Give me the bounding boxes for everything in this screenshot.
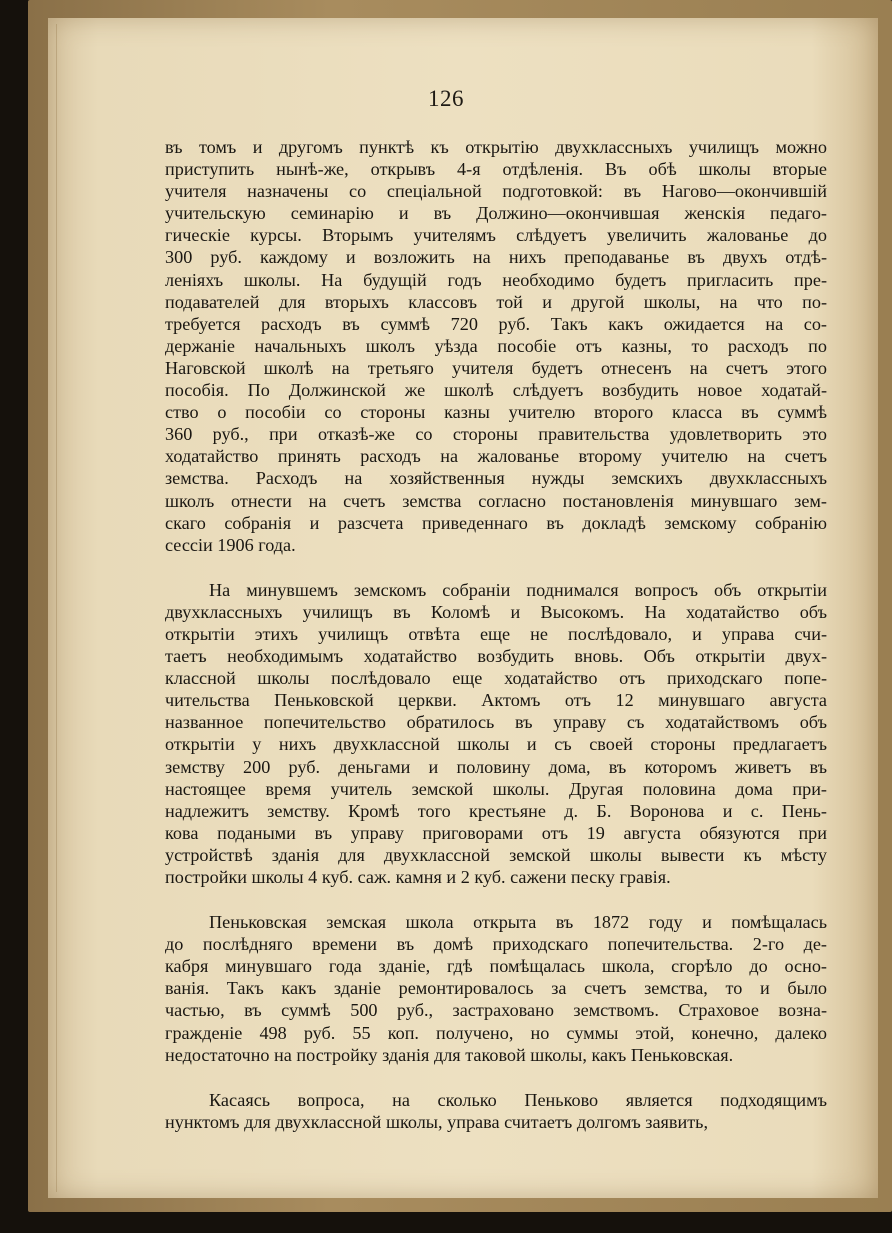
- text-line: подавателей для вторыхъ классовъ той и другой школы, на что по-: [165, 291, 827, 312]
- text-line: надлежитъ земству. Кромѣ того крестьяне д. Б. Воронова и с. Пень-: [165, 800, 827, 821]
- text-line: Наговской школѣ на третьяго учителя будетъ отнесенъ на счетъ этого: [165, 357, 827, 378]
- text-line: гическіе курсы. Вторымъ учителямъ слѣдуетъ увеличить жалованье до: [165, 225, 827, 246]
- text-line: нунктомъ для двухклассной школы, управа считаетъ долгомъ заявить,: [165, 1111, 709, 1132]
- text-line: постройки школы 4 куб. саж. камня и 2 куб. сажени песку гравія.: [165, 867, 671, 887]
- paragraph-p1: [165, 136, 827, 556]
- text-line: въ томъ и другомъ пунктѣ къ открытію двухклассныхъ училищъ можно: [165, 137, 827, 157]
- text-line: земства. Расходъ на хозяйственныя нужды земскихъ двухклассныхъ: [165, 468, 827, 489]
- page-number: 126: [428, 86, 464, 111]
- text-line: 300 руб. каждому и возложить на нихъ преподаванье въ двухъ отдѣ-: [165, 247, 827, 268]
- text-line: недостаточно на постройку зданія для таковой школы, какъ Пеньковская.: [165, 1044, 734, 1065]
- text-line: учителя назначены со спеціальной подготовкой: въ Нагово—окончившій: [165, 181, 827, 202]
- text-line: Касаясь вопроса, на сколько Пеньково является подходящимъ: [209, 1089, 827, 1110]
- text-line: На минувшемъ земскомъ собраніи поднимался вопросъ объ открытіи: [209, 579, 827, 600]
- text-line: пособія. По Должинской же школѣ слѣдуетъ возбудить новое ходатай-: [165, 380, 827, 401]
- paragraph-p3: [165, 911, 827, 1066]
- text-line: учительскую семинарію и въ Должино—окончившая женскія педаго-: [165, 203, 827, 224]
- text-line: таетъ необходимымъ ходатайство возбудить вновь. Объ открытіи двух-: [165, 646, 827, 667]
- text-line: кабря минувшаго года зданіе, гдѣ помѣщалась школа, сгорѣло до осно-: [165, 956, 827, 977]
- text-line: держаніе начальныхъ школъ уѣзда пособіе отъ казны, то расходъ по: [165, 335, 827, 356]
- text-line: устройствѣ зданія для двухклассной земской школы вывести къ мѣсту: [165, 844, 827, 865]
- page-body-text: [165, 136, 827, 1156]
- text-line: открытіи этихъ училищъ отвѣта еще не послѣдовало, и управа счи-: [165, 623, 827, 644]
- text-line: леніяхъ школы. На будущій годъ необходимо будетъ пригласить пре-: [165, 269, 827, 290]
- text-line: названное попечительство обратилось въ управу съ ходатайствомъ объ: [165, 712, 827, 733]
- text-line: открытіи у нихъ двухклассной школы и съ своей стороны предлагаетъ: [165, 734, 827, 755]
- text-line: земству 200 руб. деньгами и половину дома, въ которомъ живетъ въ: [165, 756, 827, 777]
- text-line: частью, въ суммѣ 500 руб., застраховано земствомъ. Страховое возна-: [165, 1000, 827, 1021]
- text-line: скаго собранія и разсчета приведеннаго въ докладѣ земскому собранію: [165, 512, 827, 533]
- paragraph-p4: [165, 1089, 827, 1133]
- text-line: ство о пособіи со стороны казны учителю второго класса въ суммѣ: [165, 402, 827, 423]
- text-line: настоящее время учитель земской школы. Другая половина дома при-: [165, 778, 827, 799]
- text-line: двухклассныхъ училищъ въ Коломѣ и Высокомъ. На ходатайство объ: [165, 601, 827, 622]
- text-line: требуется расходъ въ суммѣ 720 руб. Такъ какъ ожидается на со-: [165, 313, 827, 334]
- text-line: школъ отнести на счетъ земства согласно постановленія минувшаго зем-: [165, 490, 827, 511]
- text-line: кова подаными въ управу приговорами отъ 19 августа обязуются при: [165, 822, 827, 843]
- text-line: классной школы послѣдовало еще ходатайство отъ приходскаго попе-: [165, 668, 827, 689]
- text-line: гражденіе 498 руб. 55 коп. получено, но суммы этой, конечно, далеко: [165, 1022, 827, 1043]
- text-line: сессіи 1906 года.: [165, 534, 296, 555]
- paragraph-p2: [165, 579, 827, 888]
- text-line: приступить нынѣ-же, открывъ 4-я отдѣленія. Въ обѣ школы вторые: [165, 159, 827, 180]
- text-line: до послѣдняго времени въ домѣ приходскаго попечительства. 2-го де-: [165, 934, 827, 955]
- text-line: ходатайство принять расходъ на жалованье второму учителю на счетъ: [165, 446, 827, 467]
- text-line: чительства Пеньковской церкви. Актомъ отъ 12 минувшаго августа: [165, 690, 827, 711]
- text-line: Пеньковская земская школа открыта въ 1872 году и помѣщалась: [209, 912, 827, 933]
- text-line: ванія. Такъ какъ зданіе ремонтировалось за счетъ земства, то и было: [165, 978, 827, 999]
- text-line: 360 руб., при отказѣ-же со стороны правительства удовлетворить это: [165, 424, 827, 445]
